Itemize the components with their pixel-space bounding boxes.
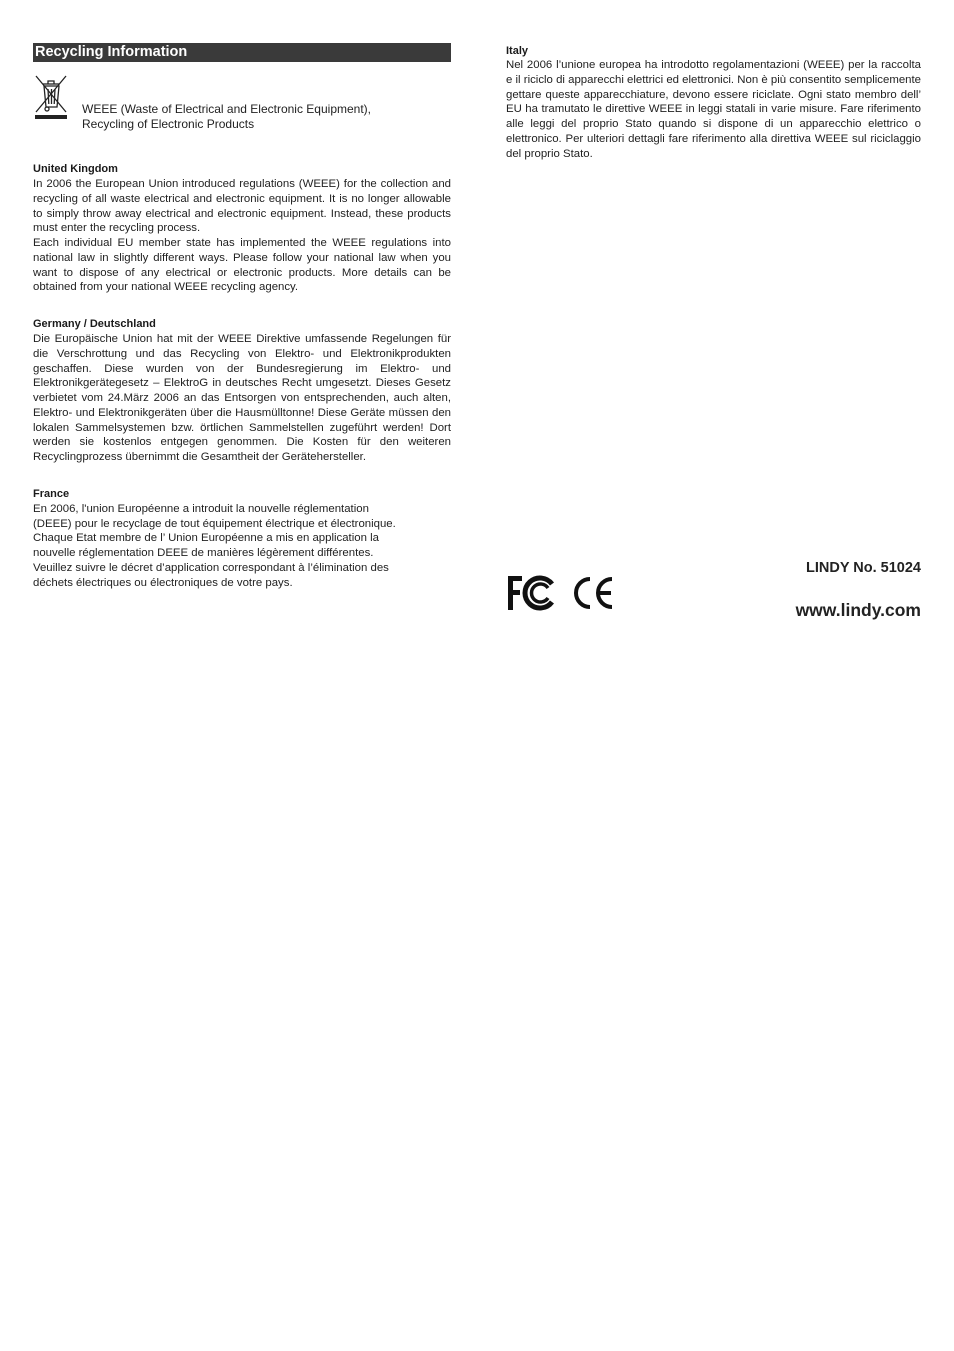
heading-italy: Italy <box>506 45 529 57</box>
heading-france: France <box>33 487 70 500</box>
heading-uk: United Kingdom <box>33 163 118 175</box>
france-line: déchets électriques ou électroniques de votre pays. <box>33 576 293 589</box>
germany-paragraph: Die Europäische Union hat mit der WEEE Direktive umfassende Regelungen für die Verschrottung und das Recycling von Elektro- und Elektronikprodukten geschaffen. Diese wurden von der Bundesregierung im Elektro- und Elektronikgerätegesetz – ElektroG in deutsches Recht umgesetzt. Dieses Gesetz verbietet vom 24.März 2006 an das Entsorgen von entsprechenden, auch alten, Elektro- und Elektronikgeräten über die Hausmülltonne! Diese Geräte müssen den lokalen Sammelsystemen bzw. örtlichen Sammelstellen zugeführt werden! Dort werden sie kostenlos entgegen genommen. Die Kosten für den weiteren Recyclingprozess übernimmt die Gesamtheit der Gerätehersteller. <box>33 333 451 463</box>
weee-line-1: WEEE (Waste of Electrical and Electronic Equipment), <box>82 102 371 116</box>
certification-logos <box>506 572 616 616</box>
section-banner: Recycling Information <box>33 43 451 62</box>
france-line: Veuillez suivre le décret d’application correspondant à l’élimination des <box>33 561 389 574</box>
weee-notice <box>33 62 451 142</box>
right-column <box>506 43 921 161</box>
uk-paragraph-1: In 2006 the European Union introduced regulations (WEEE) for the collection and recycling of all waste electrical and electronic equipment. It is no longer allowable to simply throw away electrical and electronic equipment. Instead, these products must enter the recycling process. <box>33 178 451 235</box>
ce-mark-icon <box>576 579 612 607</box>
crossed-out-wheelie-bin-icon <box>34 74 68 120</box>
france-paragraph <box>33 502 451 591</box>
section-france <box>33 487 451 591</box>
france-line: Chaque Etat membre de l’ Union Européenne a mis en application la <box>33 532 379 545</box>
france-line: (DEEE) pour le recyclage de tout équipement électrique et électronique. <box>33 517 396 530</box>
product-number: LINDY No. 51024 <box>806 560 921 576</box>
italy-paragraph: Nel 2006 l’unione europea ha introdotto regolamentazioni (WEEE) per la raccolta e il riciclo di apparecchi elettrici ed elettronici. Non è più consentito semplicemente gettare queste apparecchiature, devono essere riciclate. Ogni stato membro dell’ EU ha tramutato le direttive WEEE in leggi statali in varie misure. Fare riferimento alle leggi del proprio Stato quando si dispone di un apparecchio elettrico o elettronico. Per ulteriori dettagli fare riferimento alla direttiva WEEE sul riciclaggio del proprio Stato. <box>506 59 921 160</box>
heading-germany: Germany / Deutschland <box>33 318 156 330</box>
section-germany <box>33 317 451 465</box>
weee-description <box>82 102 371 132</box>
france-line: En 2006, l'union Européenne a introduit la nouvelle réglementation <box>33 502 369 515</box>
left-column <box>33 43 451 590</box>
fcc-logo-icon <box>508 576 552 610</box>
weee-line-2: Recycling of Electronic Products <box>82 117 255 131</box>
section-uk <box>33 162 451 295</box>
france-line: nouvelle réglementation DEEE de manières légèrement différentes. <box>33 547 374 559</box>
uk-paragraph-2: Each individual EU member state has implemented the WEEE regulations into national law in slightly different ways. Please follow your national law when you want to dispose of any electrical or electronic products. More details can be obtained from your national WEEE recycling agency. <box>33 237 451 294</box>
website-link[interactable]: www.lindy.com <box>795 600 921 620</box>
